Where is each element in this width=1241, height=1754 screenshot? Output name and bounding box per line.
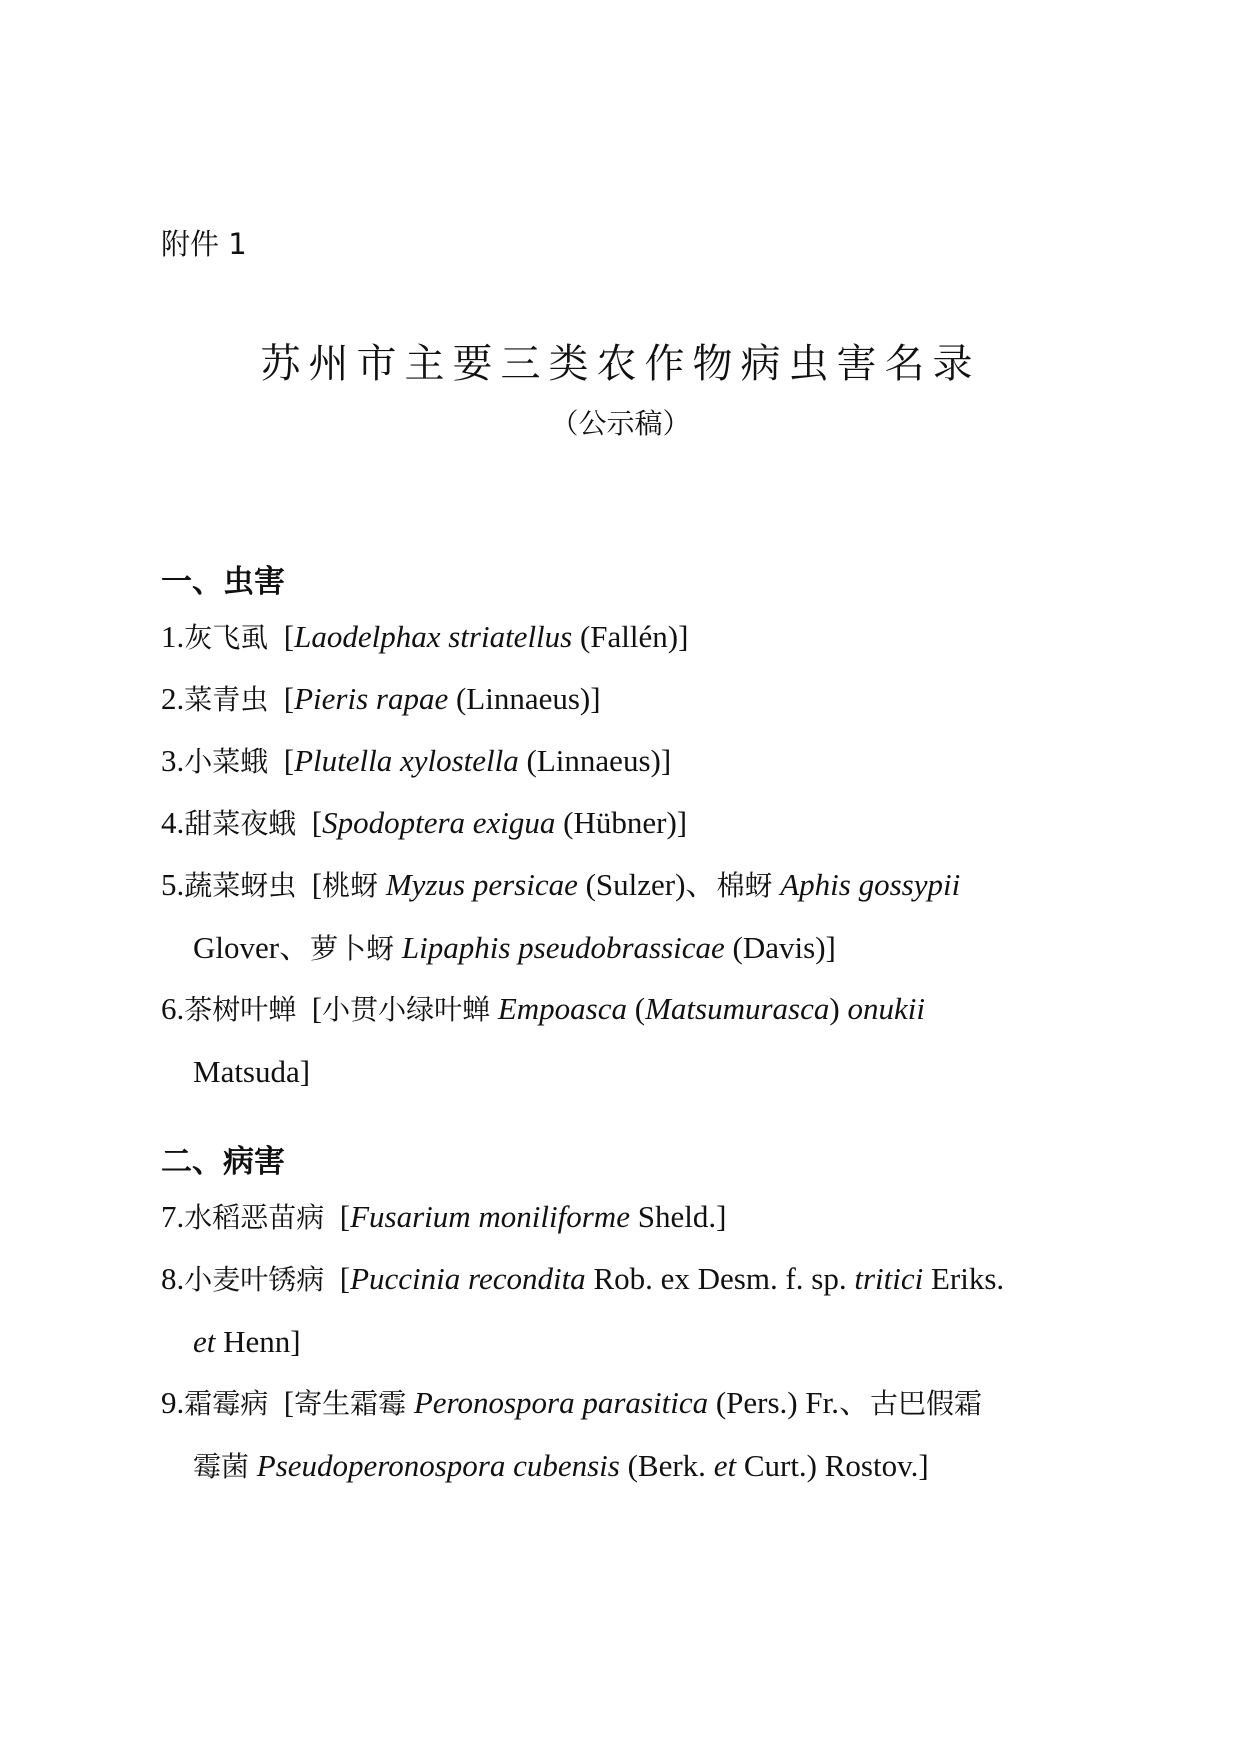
bracket-close: ] [590, 681, 601, 716]
authority: Sheld. [637, 1199, 717, 1234]
paren-open: ( [634, 991, 646, 1026]
scientific-name: Spodoptera exigua [322, 805, 556, 840]
list-item [161, 606, 1081, 669]
list-item [161, 1372, 1081, 1498]
species-common-name: 桃蚜 [322, 869, 379, 902]
bracket-open: [ [311, 867, 323, 902]
scientific-name: Pieris rapae [294, 681, 449, 716]
list-item [161, 854, 1081, 980]
authority: (Linnaeus) [455, 681, 591, 716]
authority: Glover、 [193, 930, 311, 965]
authority: Henn [223, 1324, 291, 1359]
scientific-name: et [713, 1448, 737, 1483]
scientific-name: onukii [847, 991, 925, 1026]
item-number: 7. [161, 1199, 185, 1234]
document-title: 苏州市主要三类农作物病虫害名录 [260, 341, 981, 387]
bracket-open: [ [311, 805, 323, 840]
bracket-close: ] [299, 1054, 311, 1089]
list-item [161, 978, 1081, 1103]
bracket-open: [ [339, 1199, 351, 1234]
item-common-name: 甜菜夜蛾 [184, 807, 297, 840]
authority: (Fallén) [579, 619, 679, 654]
item-common-name: 茶树叶蝉 [184, 993, 297, 1026]
bracket-close: ] [660, 743, 672, 778]
scientific-name: Lipaphis pseudobrassicae [401, 930, 725, 965]
scientific-name: Laodelphax striatellus [294, 619, 573, 654]
item-number: 5. [161, 867, 185, 902]
item-common-name: 灰飞虱 [184, 621, 269, 654]
bracket-open: [ [283, 619, 295, 654]
species-common-name: 霉菌 [193, 1450, 250, 1483]
scientific-name: Matsumurasca [645, 991, 830, 1026]
bracket-close: ] [716, 1199, 727, 1234]
section-heading-pests: 一、虫害 [161, 564, 285, 600]
item-continuation [161, 1041, 1081, 1103]
scientific-name: et [193, 1324, 216, 1359]
authority: Eriks. [930, 1261, 1005, 1296]
item-common-name: 菜青虫 [184, 683, 269, 716]
species-common-name: 棉蚜 [716, 869, 773, 902]
scientific-name: Fusarium moniliforme [350, 1199, 630, 1234]
authority: (Linnaeus) [526, 743, 661, 778]
bracket-open: [ [283, 1385, 295, 1420]
authority: (Sulzer)、 [585, 867, 717, 902]
bracket-open: [ [339, 1261, 351, 1296]
bracket-close: ] [918, 1448, 929, 1483]
scientific-name: tritici [854, 1261, 924, 1296]
item-number: 8. [161, 1261, 185, 1296]
item-continuation [161, 1435, 1081, 1498]
authority: (Davis) [732, 930, 826, 965]
list-item [161, 792, 1081, 855]
scientific-name: Plutella xylostella [294, 743, 519, 778]
authority: (Hübner) [563, 805, 677, 840]
list-item [161, 730, 1081, 793]
species-common-name: 古巴假霜 [869, 1387, 982, 1420]
section-heading-diseases: 二、病害 [161, 1144, 285, 1180]
item-common-name: 霜霉病 [184, 1387, 269, 1420]
list-item [161, 1186, 1081, 1249]
species-common-name: 寄生霜霉 [294, 1387, 407, 1420]
attachment-label: 附件 1 [161, 227, 247, 261]
scientific-name: Puccinia recondita [350, 1261, 586, 1296]
bracket-close: ] [290, 1324, 301, 1359]
item-common-name: 小麦叶锈病 [184, 1263, 325, 1296]
list-item [161, 1248, 1081, 1373]
scientific-name: Myzus persicae [385, 867, 578, 902]
paren-close: ) [829, 991, 840, 1026]
authority: Curt.) Rostov. [743, 1448, 919, 1483]
item-common-name: 蔬菜蚜虫 [184, 869, 297, 902]
scientific-name: Pseudoperonospora cubensis [256, 1448, 620, 1483]
item-common-name: 小菜蛾 [184, 745, 269, 778]
document-subtitle: （公示稿） [550, 407, 691, 440]
item-common-name: 水稻恶苗病 [184, 1201, 325, 1234]
item-continuation [161, 1311, 1081, 1373]
species-common-name: 萝卜蚜 [310, 932, 395, 965]
bracket-close: ] [678, 619, 689, 654]
bracket-open: [ [283, 743, 295, 778]
authority: Rob. ex Desm. f. sp. [593, 1261, 847, 1296]
item-number: 6. [161, 991, 185, 1026]
authority: (Pers.) Fr.、 [715, 1385, 870, 1420]
species-common-name: 小贯小绿叶蝉 [322, 993, 491, 1026]
bracket-open: [ [311, 991, 323, 1026]
item-number: 1. [161, 619, 185, 654]
item-number: 2. [161, 681, 185, 716]
item-number: 3. [161, 743, 185, 778]
authority: (Berk. [627, 1448, 706, 1483]
bracket-close: ] [676, 805, 688, 840]
bracket-close: ] [825, 930, 836, 965]
scientific-name: Peronospora parasitica [413, 1385, 709, 1420]
scientific-name: Aphis gossypii [780, 867, 961, 902]
list-item [161, 668, 1081, 731]
authority: Matsuda [193, 1054, 300, 1089]
item-number: 9. [161, 1385, 185, 1420]
item-continuation [161, 917, 1081, 980]
bracket-open: [ [283, 681, 295, 716]
item-number: 4. [161, 805, 185, 840]
scientific-name: Empoasca [497, 991, 628, 1026]
